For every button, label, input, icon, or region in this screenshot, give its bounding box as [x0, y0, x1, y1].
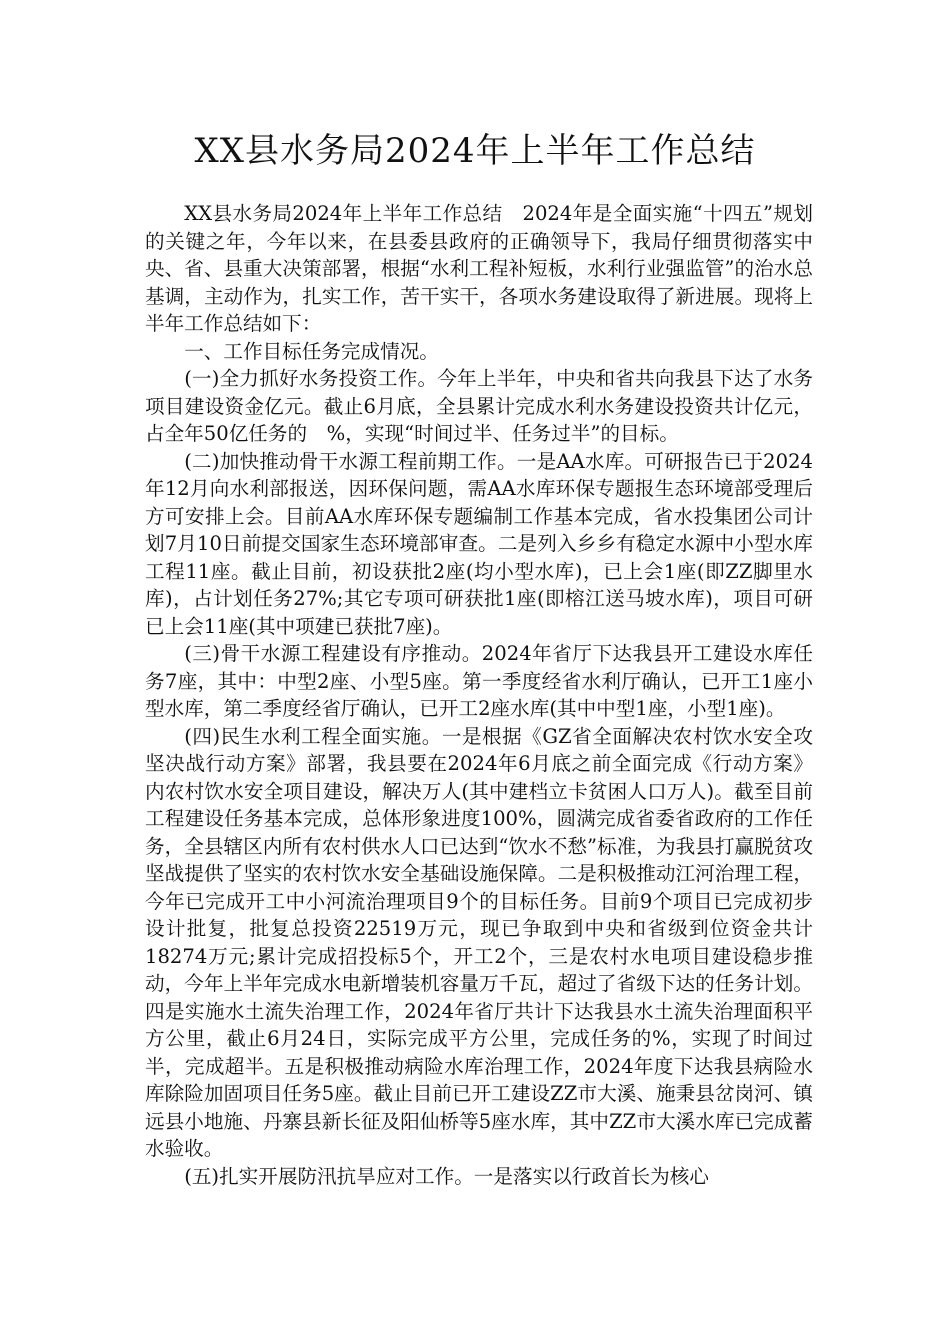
paragraph-water-source-prep: (二)加快推动骨干水源工程前期工作。一是AA水库。可研报告已于2024年12月向水利部报送，因环保问题，需AA水库环保专题报生态环境部受理后方可安排上会。目前AA水库环保专题编制工作基本完成，省水投集团公司计划7月10日前提交国家生态环境部审查。二是列入乡乡有稳定水源中小型水库工程11座。截止目前，初设获批2座(均小型水库)，已上会1座(即ZZ脚里水库)，占计划任务27%;其它专项可研获批1座(即榕江送马坡水库)，项目可研已上会11座(其中项建已获批7座)。	[145, 449, 813, 638]
intro-paragraph: XX县水务局2024年上半年工作总结 2024年是全面实施“十四五”规划的关键之年，今年以来，在县委县政府的正确领导下，我局仔细贯彻落实中央、省、县重大决策部署，根据“水利工程补短板，水利行业强监管”的治水总基调，主动作为，扎实工作，苦干实干，各项水务建设取得了新进展。现将上半年工作总结如下：	[145, 202, 813, 335]
paragraph-livelihood-projects: (四)民生水利工程全面实施。一是根据《GZ省全面解决农村饮水安全攻坚决战行动方案》部署，我县要在2024年6月底之前全面完成《行动方案》内农村饮水安全项目建设，解决万人(其中建档立卡贫困人口万人)。截至目前工程建设任务基本完成，总体形象进度100%，圆满完成省委省政府的工作任务，全县辖区内所有农村供水人口已达到“饮水不愁”标准，为我县打赢脱贫攻坚战提供了坚实的农村饮水安全基础设施保障。二是积极推动江河治理工程，今年已完成开工中小河流治理项目9个的目标任务。目前9个项目已完成初步设计批复，批复总投资22519万元，现已争取到中央和省级到位资金共计18274万元;累计完成招投标5个，开工2个，三是农村水电项目建设稳步推动，今年上半年完成水电新增装机容量万千瓦，超过了省级下达的任务计划。四是实施水土流失治理工作，2024年省厅共计下达我县水土流失治理面积平方公里，截止6月24日，实际完成平方公里，完成任务的%，实现了时间过半，完成超半。五是积极推动病险水库治理工作，2024年度下达我县病险水库除险加固项目任务5座。截止目前已开工建设ZZ市大溪、施秉县岔岗河、镇远县小地施、丹寨县新长征及阳仙桥等5座水库，其中ZZ市大溪水库已完成蓄水验收。	[145, 724, 813, 1160]
paragraph-water-source-construction: (三)骨干水源工程建设有序推动。2024年省厅下达我县开工建设水库任务7座，其中：中型2座、小型5座。第一季度经省水利厅确认，已开工1座小型水库，第二季度经省厅确认，已开工2座水库(其中中型1座，小型1座)。	[145, 642, 813, 720]
paragraph-flood-drought: (五)扎实开展防汛抗旱应对工作。一是落实以行政首长为核心	[184, 1164, 709, 1188]
document-body	[145, 200, 813, 1190]
paragraph-investment: (一)全力抓好水务投资工作。今年上半年，中央和省共向我县下达了水务项目建设资金亿元。截止6月底，全县累计完成水利水务建设投资共计亿元，占全年50亿任务的 %，实现“时间过半、任务过半”的目标。	[145, 367, 813, 445]
document-title: XX县水务局2024年上半年工作总结	[194, 131, 756, 171]
section-heading-1: 一、工作目标任务完成情况。	[184, 339, 439, 363]
